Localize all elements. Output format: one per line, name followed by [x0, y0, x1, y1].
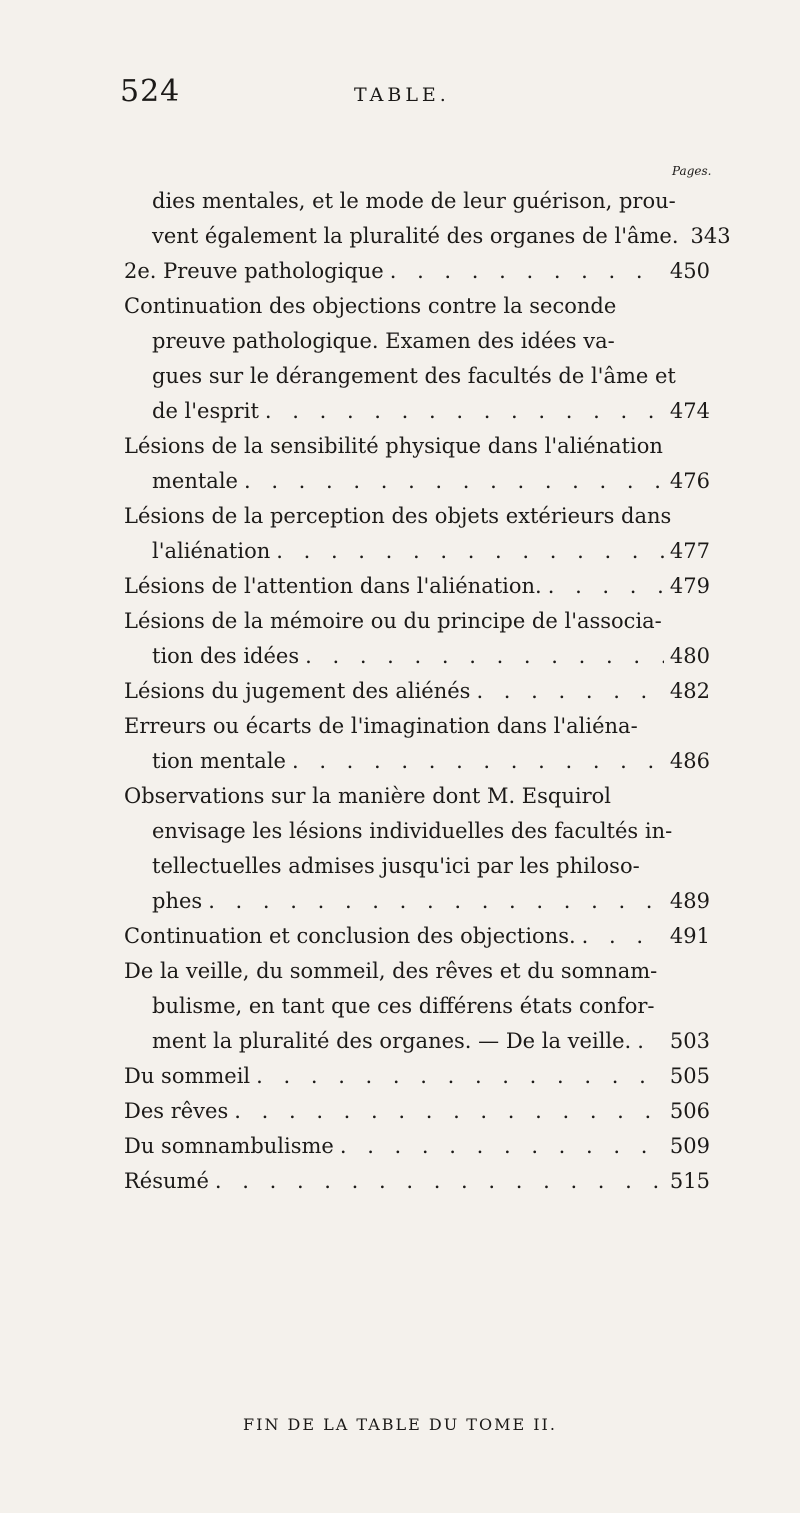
toc-entry-text: Continuation et conclusion des objections. — [124, 924, 576, 948]
toc-entry-page: 506 — [669, 1099, 710, 1123]
dot-leader — [548, 569, 664, 604]
toc-entry — [124, 184, 731, 254]
toc-entry-text: Du sommeil — [124, 1064, 251, 1088]
pages-column-label: Pages. — [672, 164, 712, 178]
toc-entry-line: envisage les lésions individuelles des facultés in- — [152, 819, 673, 843]
dot-leader — [265, 394, 664, 429]
dot-leader — [208, 884, 664, 919]
toc-entry-page: 343 — [690, 224, 731, 248]
toc-entry-page: 503 — [669, 1029, 710, 1053]
toc-entry-text: Résumé — [124, 1169, 209, 1193]
toc-entry-page: 479 — [669, 574, 710, 598]
dot-leader — [256, 1059, 664, 1094]
toc-entry-text: Des rêves — [124, 1099, 229, 1123]
toc-entry-line: dies mentales, et le mode de leur guérison, prou- — [152, 189, 676, 213]
toc-entry-last-line — [124, 639, 710, 674]
toc-entry-text: mentale — [152, 469, 238, 493]
toc-entry-page: 476 — [669, 469, 710, 493]
toc-entry-last-line — [124, 1094, 710, 1129]
toc-entry-text: tion mentale — [152, 749, 286, 773]
toc-entry-page: 474 — [669, 399, 710, 423]
toc-entry — [124, 429, 710, 499]
toc-entry-page: 486 — [669, 749, 710, 773]
toc-entry-last-line — [124, 394, 710, 429]
toc-entry-line: Lésions de la mémoire ou du principe de l'associa- — [124, 609, 662, 633]
dot-leader — [390, 254, 664, 289]
toc-entry-page: 491 — [669, 924, 710, 948]
toc-entry-last-line — [124, 1059, 710, 1094]
toc-entry — [124, 289, 710, 429]
running-head — [120, 74, 720, 114]
toc-entry-text: phes — [152, 889, 203, 913]
dot-leader — [215, 1164, 664, 1199]
toc-entry-line: preuve pathologique. Examen des idées va- — [152, 329, 615, 353]
toc-entry-line: De la veille, du sommeil, des rêves et du somnam- — [124, 959, 658, 983]
running-title: TABLE. — [354, 84, 450, 106]
toc-entry-last-line — [124, 1164, 710, 1199]
toc-entry — [124, 1164, 710, 1199]
toc-entry-last-line — [124, 884, 710, 919]
toc-entry — [124, 919, 710, 954]
toc-entry-text: l'aliénation — [152, 539, 271, 563]
dot-leader — [234, 1094, 664, 1129]
toc-entry — [124, 954, 710, 1059]
toc-entry — [124, 1059, 710, 1094]
toc-entry-line: gues sur le dérangement des facultés de l'âme et — [152, 364, 676, 388]
toc-entry-text: de l'esprit — [152, 399, 259, 423]
toc-entry-page: 480 — [669, 644, 710, 668]
toc-entry-page: 489 — [669, 889, 710, 913]
toc-entry-last-line — [124, 219, 731, 254]
toc-entry-line: Continuation des objections contre la seconde — [124, 294, 617, 318]
toc-entry-page: 505 — [669, 1064, 710, 1088]
toc-entry-text: ment la pluralité des organes. — De la veille. — [152, 1029, 632, 1053]
toc-entry-last-line — [124, 744, 710, 779]
dot-leader — [637, 1024, 664, 1059]
dot-leader — [292, 744, 664, 779]
dot-leader — [340, 1129, 664, 1164]
toc-entry-page: 482 — [669, 679, 710, 703]
toc-entry — [124, 604, 710, 674]
toc-entry — [124, 779, 710, 919]
toc-entry-line: Erreurs ou écarts de l'imagination dans l'aliéna- — [124, 714, 638, 738]
toc-entry — [124, 674, 710, 709]
toc-entry-text: Du somnambulisme — [124, 1134, 334, 1158]
toc-entry-text: 2e. Preuve pathologique — [124, 259, 384, 283]
toc-entry-line: Lésions de la sensibilité physique dans l'aliénation — [124, 434, 663, 458]
toc-entry — [124, 254, 710, 289]
toc-entry — [124, 1094, 710, 1129]
toc-entry — [124, 569, 710, 604]
toc-entry-last-line — [124, 1129, 710, 1164]
page-number: 524 — [120, 74, 181, 109]
toc-entry-last-line — [124, 569, 710, 604]
dot-leader — [244, 464, 664, 499]
toc-entry-last-line — [124, 919, 710, 954]
toc-entry-line: Observations sur la manière dont M. Esquirol — [124, 784, 611, 808]
toc-entry-text: Lésions du jugement des aliénés — [124, 679, 471, 703]
toc-entry-page: 477 — [669, 539, 710, 563]
toc-entry-page: 509 — [669, 1134, 710, 1158]
toc-entry-text: vent également la pluralité des organes de l'âme. — [152, 224, 679, 248]
toc-entry-page: 450 — [669, 259, 710, 283]
toc-entry — [124, 1129, 710, 1164]
toc-entry-page: 515 — [669, 1169, 710, 1193]
toc-entry-last-line — [124, 464, 710, 499]
toc-entry — [124, 709, 710, 779]
end-of-table-note: FIN DE LA TABLE DU TOME II. — [243, 1415, 557, 1434]
dot-leader — [305, 639, 664, 674]
toc-entry-last-line — [124, 1024, 710, 1059]
toc-entry-line: Lésions de la perception des objets extérieurs dans — [124, 504, 672, 528]
toc-entry-text: tion des idées — [152, 644, 300, 668]
table-of-contents — [124, 184, 731, 1199]
dot-leader — [582, 919, 664, 954]
toc-entry-text: Lésions de l'attention dans l'aliénation. — [124, 574, 542, 598]
toc-entry-last-line — [124, 534, 710, 569]
toc-entry-last-line — [124, 254, 710, 289]
dot-leader — [276, 534, 664, 569]
toc-entry-last-line — [124, 674, 710, 709]
toc-entry-line: tellectuelles admises jusqu'ici par les philoso- — [152, 854, 640, 878]
toc-entry — [124, 499, 710, 569]
toc-entry-line: bulisme, en tant que ces différens états confor- — [152, 994, 655, 1018]
dot-leader — [476, 674, 663, 709]
